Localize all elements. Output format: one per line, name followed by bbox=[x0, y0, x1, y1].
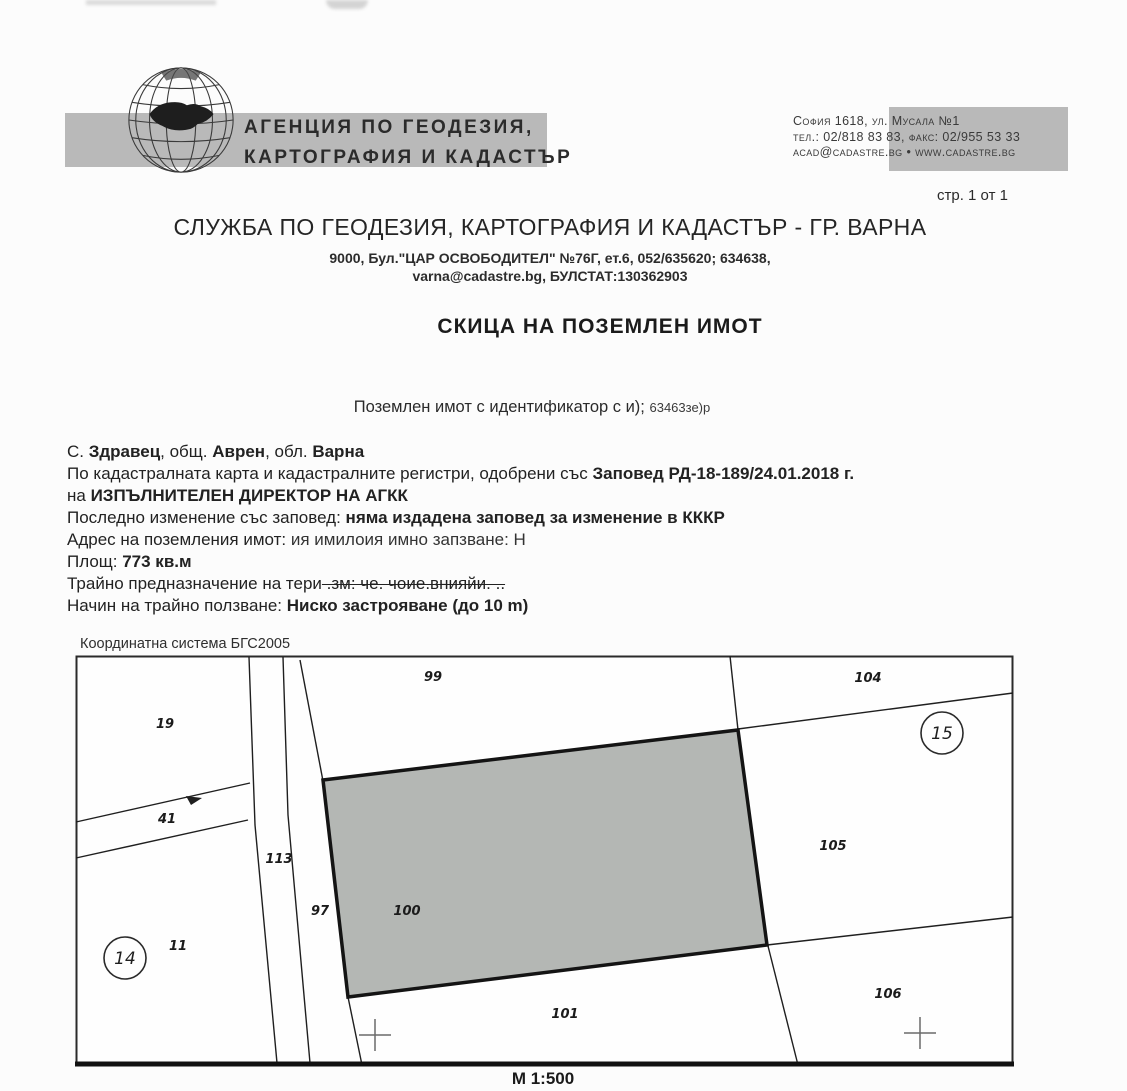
page-number: стр. 1 от 1 bbox=[937, 187, 1008, 204]
last-change-value: няма издадена заповед за изменение в КККР bbox=[345, 508, 725, 527]
location-line bbox=[67, 441, 1067, 463]
sector-14-label: 14 bbox=[114, 949, 136, 969]
last-change-line bbox=[67, 507, 1067, 529]
settlement: Здравец bbox=[88, 442, 161, 461]
parcel-label-106: 106 bbox=[874, 987, 902, 1002]
area-line bbox=[67, 551, 1067, 573]
purpose-line bbox=[67, 573, 1067, 595]
agency-name-line2: КАРТОГРАФИЯ И КАДАСТЪР bbox=[244, 147, 573, 168]
district-prefix: , обл. bbox=[265, 442, 313, 461]
coordinate-system-label: Координатна система БГС2005 bbox=[80, 636, 291, 652]
director: ИЗПЪЛНИТЕЛЕН ДИРЕКТОР НА АГКК bbox=[90, 486, 408, 505]
parcel-label-41: 41 bbox=[157, 812, 177, 827]
contact-block bbox=[793, 114, 1083, 161]
office-title: СЛУЖБА ПО ГЕОДЕЗИЯ, КАРТОГРАФИЯ И КАДАСТЪР - ГР. ВАРНА bbox=[173, 214, 927, 240]
parcel-label-100: 100 bbox=[393, 904, 421, 919]
agency-name bbox=[244, 113, 572, 173]
scan-artifact bbox=[86, 0, 216, 5]
address-value: ия имилоия имно запзване: Н bbox=[290, 530, 526, 549]
district: Варна bbox=[312, 442, 365, 461]
address-label: Адрес на поземления имот: bbox=[67, 530, 291, 549]
settlement-prefix: С. bbox=[67, 442, 89, 461]
property-details bbox=[67, 441, 1067, 617]
map-scale-label: М 1:500 bbox=[511, 1069, 575, 1088]
identifier-line bbox=[0, 398, 1064, 417]
parcel-label-113: 113 bbox=[265, 852, 293, 867]
sector-15-label: 15 bbox=[931, 724, 953, 744]
parcel-label-97: 97 bbox=[310, 904, 330, 919]
approval-line bbox=[67, 463, 1067, 485]
parcel-label-19: 19 bbox=[155, 717, 175, 732]
municipality-prefix: , общ. bbox=[160, 442, 213, 461]
approval-text: По кадастралната карта и кадастралните регистри, одобрени със bbox=[67, 464, 593, 483]
identifier-value: 63463зе)р bbox=[649, 400, 711, 415]
agency-globe-logo-icon bbox=[122, 62, 240, 178]
usage-label: Начин на трайно ползване: bbox=[67, 596, 287, 615]
director-prefix: на bbox=[67, 486, 91, 505]
contact-web: acad@cadastre.bg • www.cadastre.bg bbox=[793, 145, 1016, 159]
parcel-label-104: 104 bbox=[854, 671, 882, 686]
usage-line bbox=[67, 595, 1067, 617]
scan-artifact bbox=[326, 0, 368, 9]
office-address-line1: 9000, Бул."ЦАР ОСВОБОДИТЕЛ" №76Г, ет.6, 052/635620; 634638, bbox=[329, 250, 771, 266]
approval-order: Заповед РД-18-189/24.01.2018 г. bbox=[592, 464, 855, 483]
cadastral-map bbox=[75, 655, 1015, 1067]
parcel-label-101: 101 bbox=[551, 1007, 579, 1022]
bulgaria-silhouette bbox=[150, 102, 214, 130]
municipality: Аврен bbox=[212, 442, 266, 461]
parcel-label-105: 105 bbox=[819, 839, 847, 854]
agency-name-line1: АГЕНЦИЯ ПО ГЕОДЕЗИЯ, bbox=[244, 117, 534, 138]
contact-phones: тел.: 02/818 83 83, факс: 02/955 53 33 bbox=[793, 129, 1021, 144]
office-address-line2: varna@cadastre.bg, БУЛСТАТ:130362903 bbox=[412, 268, 688, 284]
contact-address: София 1618, ул. Мусала №1 bbox=[793, 114, 960, 128]
office-address bbox=[0, 249, 1100, 285]
purpose-value: .зм: че. чоие.внияйи. .. bbox=[321, 574, 506, 593]
address-line bbox=[67, 529, 1067, 551]
last-change-label: Последно изменение със заповед: bbox=[67, 508, 346, 527]
usage-value: Ниско застрояване (до 10 m) bbox=[286, 596, 529, 615]
identifier-label: Поземлен имот с идентификатор с и); bbox=[353, 398, 645, 416]
director-line bbox=[67, 485, 1067, 507]
purpose-label: Трайно предназначение на тери bbox=[67, 574, 322, 593]
area-label: Площ: bbox=[67, 552, 123, 571]
area-value: 773 кв.м bbox=[122, 552, 192, 571]
document-title: СКИЦА НА ПОЗЕМЛЕН ИМОТ bbox=[437, 315, 763, 338]
parcel-label-11: 11 bbox=[168, 939, 188, 954]
parcel-label-99: 99 bbox=[423, 670, 443, 685]
